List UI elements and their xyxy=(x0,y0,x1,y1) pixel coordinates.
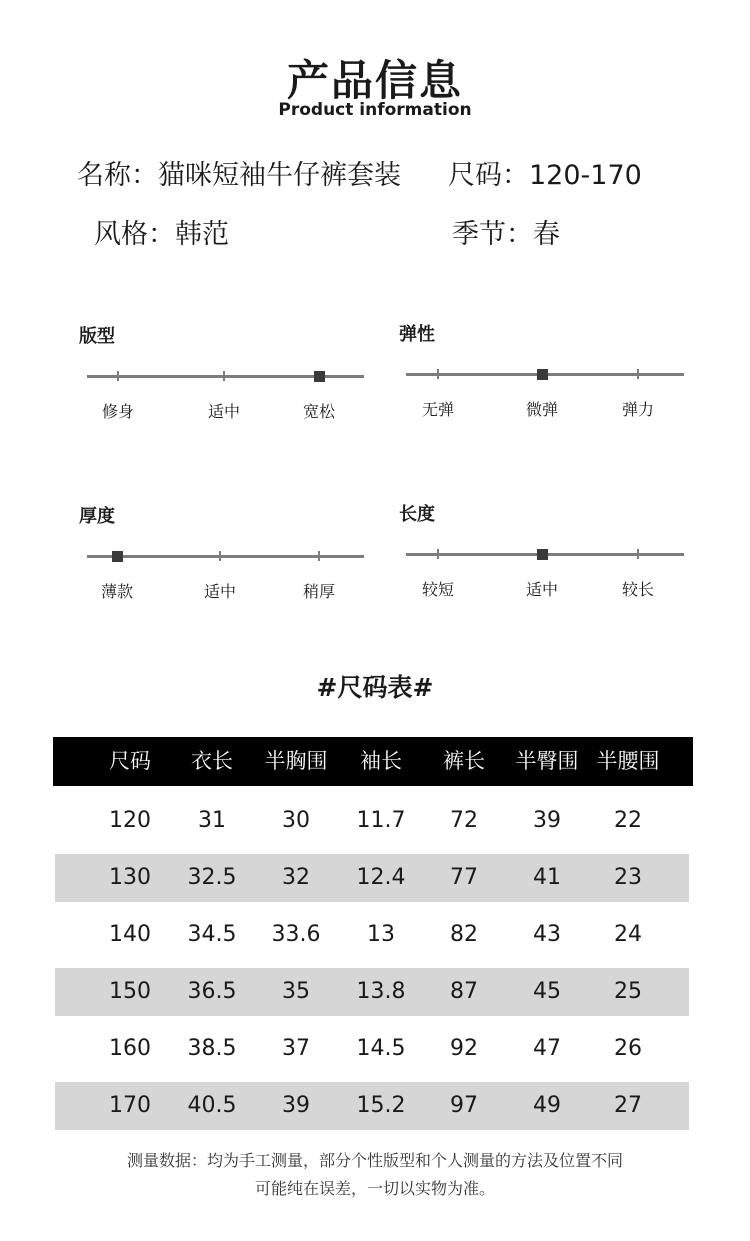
table-cell: 25 xyxy=(614,979,642,1004)
table-cell: 36.5 xyxy=(187,979,237,1004)
scale-option-label: 微弹 xyxy=(525,400,558,419)
table-cell: 31 xyxy=(198,808,226,833)
table-cell: 120 xyxy=(109,808,151,833)
table-cell: 35 xyxy=(282,979,310,1004)
page-subtitle: Product information xyxy=(278,100,472,120)
scale-option-label: 无弹 xyxy=(421,400,454,419)
page-title: 产品信息 xyxy=(286,56,463,105)
table-cell: 92 xyxy=(450,1036,478,1061)
scale-option-label: 较短 xyxy=(421,580,454,599)
info-season: 季节：春 xyxy=(452,219,560,250)
scale-tick xyxy=(637,369,639,379)
table-cell: 170 xyxy=(109,1093,151,1118)
note-line-2: 可能纯在误差，一切以实物为准。 xyxy=(254,1179,495,1198)
scale-option-label: 薄款 xyxy=(100,582,133,601)
table-row xyxy=(55,1082,689,1130)
table-cell: 12.4 xyxy=(356,865,406,890)
table-row xyxy=(55,1025,689,1073)
table-cell: 11.7 xyxy=(356,808,406,833)
info-style: 风格：韩范 xyxy=(94,219,229,250)
scale-option-label: 修身 xyxy=(101,402,134,421)
table-cell: 72 xyxy=(450,808,478,833)
scale-tick xyxy=(223,371,225,381)
table-cell: 49 xyxy=(533,1093,561,1118)
scale-marker xyxy=(537,549,548,560)
attribute-label: 版型 xyxy=(79,326,115,347)
table-cell: 87 xyxy=(450,979,478,1004)
table-header-cell: 袖长 xyxy=(360,749,402,773)
table-row xyxy=(55,911,689,959)
scale-option-label: 稍厚 xyxy=(302,582,335,601)
table-cell: 43 xyxy=(533,922,561,947)
scale-option-label: 弹力 xyxy=(621,400,654,419)
scale-tick xyxy=(437,369,439,379)
scale-option-label: 适中 xyxy=(207,402,240,421)
scale-option-label: 较长 xyxy=(621,580,654,599)
table-cell: 130 xyxy=(109,865,151,890)
table-header-cell: 半胸围 xyxy=(264,749,328,773)
attribute-label: 厚度 xyxy=(79,506,115,527)
table-cell: 23 xyxy=(614,865,642,890)
table-cell: 32.5 xyxy=(187,865,237,890)
scale-option-label: 宽松 xyxy=(302,402,335,421)
table-cell: 38.5 xyxy=(187,1036,237,1061)
table-header-cell: 裤长 xyxy=(443,749,485,773)
table-cell: 97 xyxy=(450,1093,478,1118)
scale-tick xyxy=(219,551,221,561)
attribute-label: 弹性 xyxy=(399,324,435,345)
table-cell: 34.5 xyxy=(187,922,237,947)
table-cell: 24 xyxy=(614,922,642,947)
table-header xyxy=(53,737,693,786)
table-header-cell: 半腰围 xyxy=(596,749,660,773)
scale-marker xyxy=(537,369,548,380)
table-header-cell: 半臀围 xyxy=(515,749,579,773)
scale-option-label: 适中 xyxy=(525,580,558,599)
table-cell: 13 xyxy=(367,922,395,947)
size-chart-title: #尺码表# xyxy=(316,673,434,702)
table-cell: 37 xyxy=(282,1036,310,1061)
scale-option-label: 适中 xyxy=(203,582,236,601)
scale-tick xyxy=(437,549,439,559)
table-cell: 26 xyxy=(614,1036,642,1061)
table-cell: 140 xyxy=(109,922,151,947)
table-cell: 14.5 xyxy=(356,1036,406,1061)
table-cell: 15.2 xyxy=(356,1093,406,1118)
table-cell: 32 xyxy=(282,865,310,890)
note-line-1: 测量数据：均为手工测量，部分个性版型和个人测量的方法及位置不同 xyxy=(126,1151,623,1170)
table-cell: 45 xyxy=(533,979,561,1004)
scale-line xyxy=(87,555,364,558)
attribute-label: 长度 xyxy=(399,504,435,525)
table-cell: 150 xyxy=(109,979,151,1004)
table-cell: 39 xyxy=(533,808,561,833)
info-name: 名称：猫咪短袖牛仔裤套装 xyxy=(77,160,401,191)
table-cell: 39 xyxy=(282,1093,310,1118)
table-cell: 27 xyxy=(614,1093,642,1118)
table-row xyxy=(55,968,689,1016)
table-cell: 160 xyxy=(109,1036,151,1061)
table-cell: 13.8 xyxy=(356,979,406,1004)
table-cell: 77 xyxy=(450,865,478,890)
table-cell: 22 xyxy=(614,808,642,833)
table-cell: 40.5 xyxy=(187,1093,237,1118)
table-cell: 82 xyxy=(450,922,478,947)
table-header-cell: 尺码 xyxy=(109,749,151,773)
table-header-cell: 衣长 xyxy=(191,749,233,773)
table-row xyxy=(55,797,689,845)
info-size: 尺码：120-170 xyxy=(448,160,642,191)
scale-tick xyxy=(117,371,119,381)
table-cell: 41 xyxy=(533,865,561,890)
table-cell: 47 xyxy=(533,1036,561,1061)
scale-tick xyxy=(637,549,639,559)
scale-tick xyxy=(318,551,320,561)
scale-marker xyxy=(112,551,123,562)
table-cell: 30 xyxy=(282,808,310,833)
table-row xyxy=(55,854,689,902)
table-cell: 33.6 xyxy=(271,922,321,947)
scale-marker xyxy=(314,371,325,382)
